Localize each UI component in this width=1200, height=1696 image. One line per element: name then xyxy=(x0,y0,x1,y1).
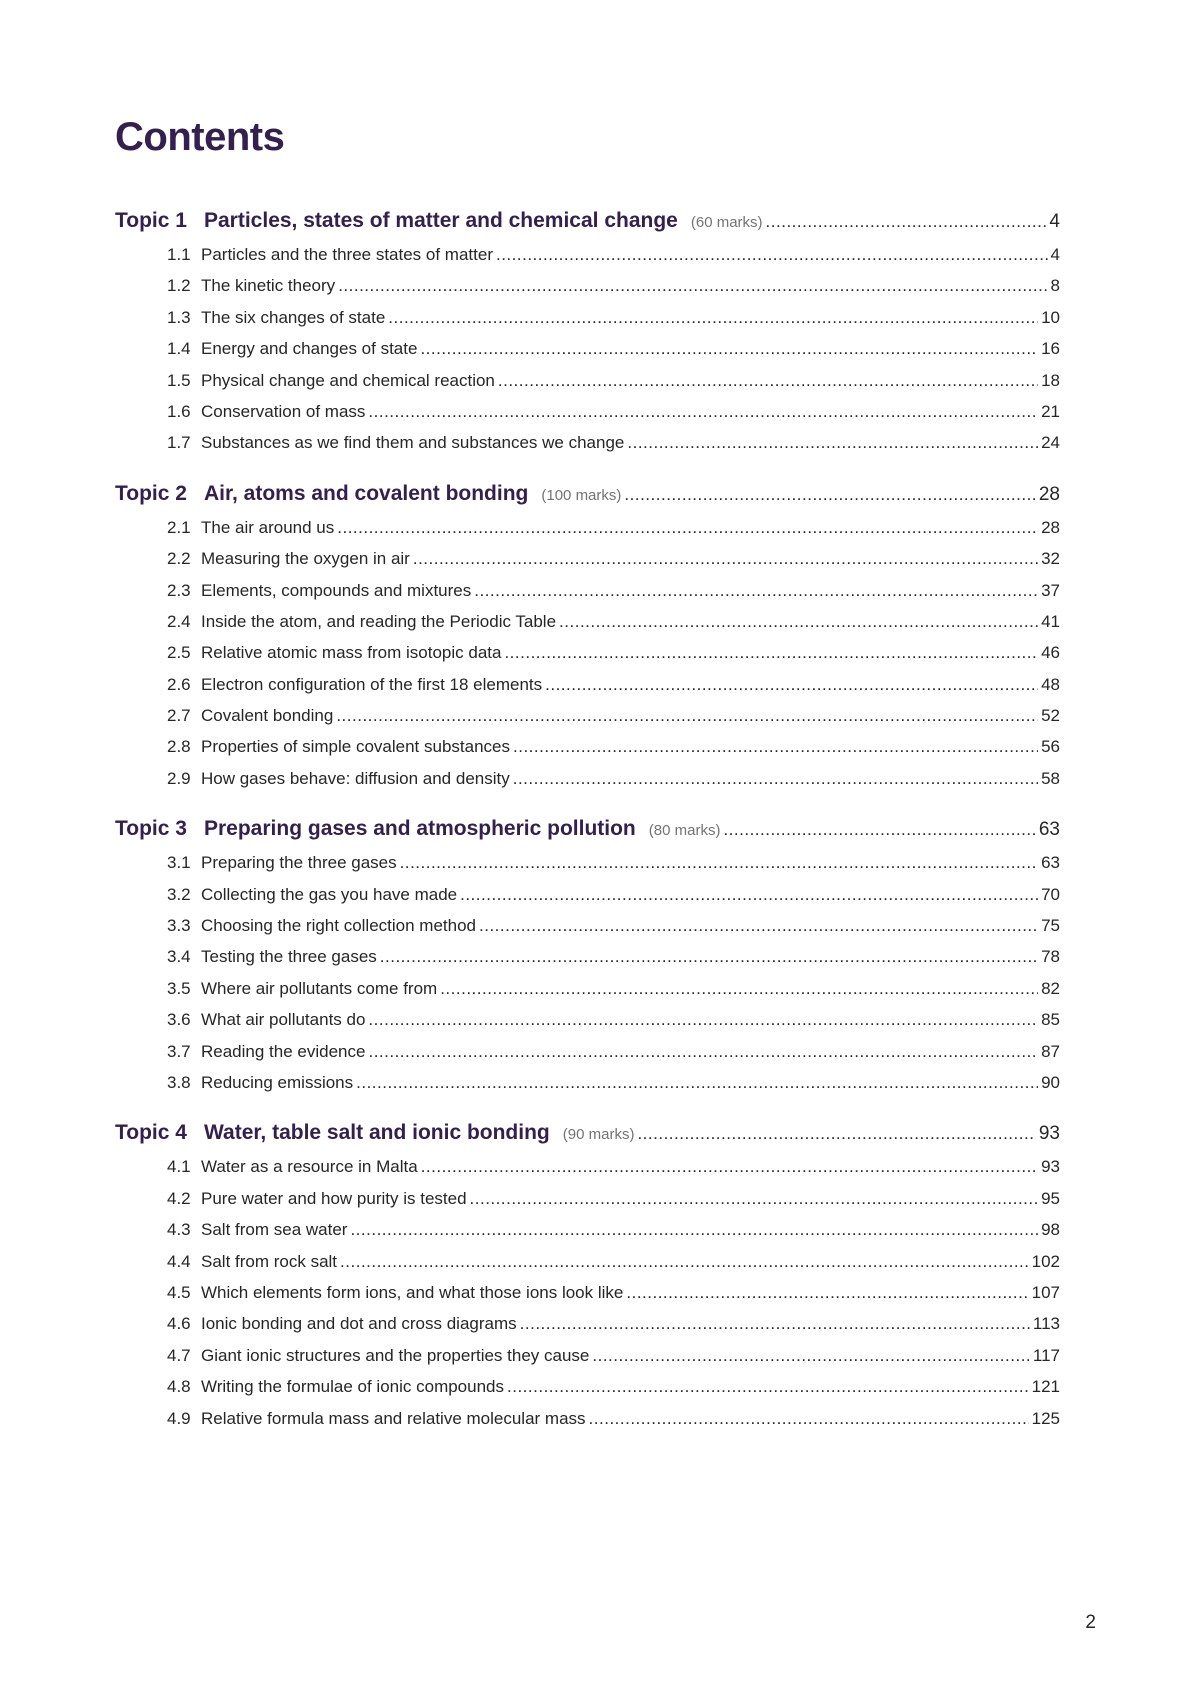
toc-subtopic-entry[interactable] xyxy=(167,700,1060,731)
dot-leader xyxy=(766,203,1047,240)
dot-leader xyxy=(413,543,1038,574)
subtopic-number: 1.5 xyxy=(167,370,191,390)
subtopic-title: Pure water and how purity is tested xyxy=(201,1188,467,1208)
dot-leader xyxy=(513,731,1038,762)
subtopic-page-number: 117 xyxy=(1032,1345,1060,1365)
subtopic-number: 2.1 xyxy=(167,517,191,537)
toc-subtopic-entry[interactable] xyxy=(167,512,1060,543)
dot-leader xyxy=(470,1183,1039,1214)
topic-marks: (90 marks) xyxy=(562,1126,635,1144)
dot-leader xyxy=(460,879,1038,910)
subtopic-page-number: 8 xyxy=(1050,276,1060,296)
subtopic-page-number: 82 xyxy=(1041,978,1060,998)
toc-subtopic-entry[interactable] xyxy=(167,847,1060,878)
subtopic-title: Properties of simple covalent substances xyxy=(201,737,510,757)
toc-topic-entry[interactable] xyxy=(115,810,1060,847)
subtopic-number: 4.7 xyxy=(167,1345,191,1365)
topic-marks: (60 marks) xyxy=(690,214,763,231)
dot-leader xyxy=(637,1115,1035,1152)
toc-subtopic-entry[interactable] xyxy=(167,1371,1060,1402)
dot-leader xyxy=(496,239,1048,270)
subtopic-page-number: 107 xyxy=(1031,1282,1060,1302)
subtopic-number: 4.5 xyxy=(167,1282,191,1302)
dot-leader xyxy=(368,396,1038,427)
toc-subtopic-entry[interactable] xyxy=(167,1340,1060,1371)
subtopic-number: 3.8 xyxy=(167,1072,191,1092)
toc-subtopic-entry[interactable] xyxy=(167,302,1060,333)
subtopic-title: Relative formula mass and relative molecular mass xyxy=(201,1408,586,1428)
subtopic-title: Writing the formulae of ionic compounds xyxy=(201,1377,505,1397)
toc-subtopic-entry[interactable] xyxy=(167,575,1060,606)
subtopic-number: 3.5 xyxy=(167,978,191,998)
dot-leader xyxy=(421,1151,1038,1182)
dot-leader xyxy=(545,669,1038,700)
topic-marks: (80 marks) xyxy=(648,822,721,840)
dot-leader xyxy=(337,512,1038,543)
subtopic-page-number: 10 xyxy=(1041,307,1060,327)
toc-subtopic-entry[interactable] xyxy=(167,270,1060,301)
topic-label: Topic 3 xyxy=(115,817,187,841)
dot-leader xyxy=(723,811,1035,848)
toc-topic xyxy=(115,475,1060,795)
topic-page-number: 4 xyxy=(1049,211,1060,232)
dot-leader xyxy=(589,1403,1029,1434)
subtopic-page-number: 63 xyxy=(1041,853,1060,873)
subtopic-number: 3.4 xyxy=(167,947,191,967)
subtopic-title: Water as a resource in Malta xyxy=(201,1157,418,1177)
toc-subtopic-entry[interactable] xyxy=(167,1308,1060,1339)
table-of-contents xyxy=(115,202,1060,1450)
toc-topic-entry[interactable] xyxy=(115,475,1060,512)
dot-leader xyxy=(388,302,1038,333)
subtopic-number: 3.2 xyxy=(167,884,191,904)
dot-leader xyxy=(592,1340,1030,1371)
subtopic-number: 3.1 xyxy=(167,853,191,873)
subtopic-number: 2.8 xyxy=(167,737,191,757)
subtopic-number: 2.9 xyxy=(167,768,191,788)
subtopic-title: Preparing the three gases xyxy=(201,853,397,873)
dot-leader xyxy=(624,476,1035,513)
subtopic-number: 4.2 xyxy=(167,1188,191,1208)
subtopic-number: 2.5 xyxy=(167,643,191,663)
subtopic-number: 2.6 xyxy=(167,674,191,694)
toc-subtopic-entry[interactable] xyxy=(167,1403,1060,1434)
toc-subtopic-entry[interactable] xyxy=(167,973,1060,1004)
dot-leader xyxy=(356,1067,1038,1098)
subtopic-title: Physical change and chemical reaction xyxy=(201,370,495,390)
subtopic-page-number: 56 xyxy=(1041,737,1060,757)
toc-subtopic-entry[interactable] xyxy=(167,879,1060,910)
subtopic-list xyxy=(115,512,1060,795)
dot-leader xyxy=(504,637,1038,668)
subtopic-number: 4.1 xyxy=(167,1157,191,1177)
subtopic-number: 1.3 xyxy=(167,307,191,327)
subtopic-title: Elements, compounds and mixtures xyxy=(201,580,472,600)
dot-leader xyxy=(513,763,1038,794)
topic-label: Topic 2 xyxy=(115,481,187,505)
subtopic-title: The air around us xyxy=(201,517,335,537)
dot-leader xyxy=(498,365,1038,396)
dot-leader xyxy=(420,333,1038,364)
toc-subtopic-entry[interactable] xyxy=(167,669,1060,700)
toc-subtopic-entry[interactable] xyxy=(167,333,1060,364)
subtopic-page-number: 18 xyxy=(1041,370,1060,390)
subtopic-title: Particles and the three states of matter xyxy=(201,245,493,264)
subtopic-page-number: 46 xyxy=(1041,643,1060,663)
toc-subtopic-entry[interactable] xyxy=(167,763,1060,794)
subtopic-number: 3.3 xyxy=(167,916,191,936)
subtopic-number: 1.7 xyxy=(167,433,191,453)
subtopic-number: 4.6 xyxy=(167,1314,191,1334)
subtopic-title: The kinetic theory xyxy=(201,276,336,296)
dot-leader xyxy=(520,1308,1030,1339)
topic-page-number: 93 xyxy=(1038,1123,1060,1145)
toc-subtopic-entry[interactable] xyxy=(167,396,1060,427)
dot-leader xyxy=(336,700,1038,731)
dot-leader xyxy=(400,847,1038,878)
dot-leader xyxy=(440,973,1038,1004)
topic-title: Water, table salt and ionic bonding xyxy=(204,1121,550,1145)
subtopic-page-number: 102 xyxy=(1031,1251,1060,1271)
toc-subtopic-entry[interactable] xyxy=(167,637,1060,668)
subtopic-page-number: 85 xyxy=(1041,1010,1060,1030)
subtopic-list xyxy=(115,847,1060,1098)
subtopic-title: Measuring the oxygen in air xyxy=(201,549,410,569)
subtopic-title: Giant ionic structures and the properties they cause xyxy=(201,1345,590,1365)
subtopic-page-number: 90 xyxy=(1041,1072,1060,1092)
subtopic-title: The six changes of state xyxy=(201,307,386,327)
toc-subtopic-entry[interactable] xyxy=(167,1004,1060,1035)
toc-subtopic-entry[interactable] xyxy=(167,427,1060,458)
subtopic-title: Collecting the gas you have made xyxy=(201,884,458,904)
toc-subtopic-entry[interactable] xyxy=(167,1183,1060,1214)
footer-page-number: 2 xyxy=(1085,1612,1096,1633)
subtopic-page-number: 98 xyxy=(1041,1220,1060,1240)
subtopic-title: Reading the evidence xyxy=(201,1041,366,1061)
subtopic-number: 1.6 xyxy=(167,401,191,421)
subtopic-number: 4.3 xyxy=(167,1220,191,1240)
subtopic-number: 1.2 xyxy=(167,276,191,296)
subtopic-page-number: 70 xyxy=(1041,884,1060,904)
topic-marks: (100 marks) xyxy=(541,486,622,504)
subtopic-title: Salt from rock salt xyxy=(201,1251,338,1271)
dot-leader xyxy=(474,575,1038,606)
dot-leader xyxy=(627,427,1038,458)
subtopic-number: 3.7 xyxy=(167,1041,191,1061)
toc-subtopic-entry[interactable] xyxy=(167,910,1060,941)
subtopic-number: 1.1 xyxy=(167,245,191,264)
subtopic-title: Covalent bonding xyxy=(201,706,334,726)
dot-leader xyxy=(380,941,1038,972)
toc-subtopic-entry[interactable] xyxy=(167,1277,1060,1308)
subtopic-title: Where air pollutants come from xyxy=(201,978,438,998)
dot-leader xyxy=(338,270,1047,301)
subtopic-title: Which elements form ions, and what those ions look like xyxy=(201,1282,624,1302)
subtopic-title: Reducing emissions xyxy=(201,1072,354,1092)
toc-topic-entry[interactable] xyxy=(115,1114,1060,1151)
subtopic-page-number: 52 xyxy=(1041,706,1060,726)
toc-subtopic-entry[interactable] xyxy=(167,543,1060,574)
subtopic-page-number: 28 xyxy=(1041,517,1060,537)
subtopic-page-number: 95 xyxy=(1041,1188,1060,1208)
topic-label: Topic 1 xyxy=(115,209,187,232)
toc-subtopic-entry[interactable] xyxy=(167,941,1060,972)
subtopic-page-number: 121 xyxy=(1031,1377,1060,1397)
topic-title: Particles, states of matter and chemical change xyxy=(204,209,678,232)
subtopic-list xyxy=(115,239,1060,459)
topic-page-number: 63 xyxy=(1038,819,1060,841)
subtopic-page-number: 58 xyxy=(1041,768,1060,788)
subtopic-title: Testing the three gases xyxy=(201,947,377,967)
toc-topic xyxy=(115,810,1060,1098)
toc-subtopic-entry[interactable] xyxy=(167,365,1060,396)
subtopic-title: Choosing the right collection method xyxy=(201,916,476,936)
subtopic-title: Electron configuration of the first 18 elements xyxy=(201,674,543,694)
topic-title: Air, atoms and covalent bonding xyxy=(204,481,529,505)
subtopic-number: 2.7 xyxy=(167,706,191,726)
subtopic-page-number: 21 xyxy=(1041,401,1060,421)
subtopic-title: Ionic bonding and dot and cross diagrams xyxy=(201,1314,517,1334)
subtopic-page-number: 16 xyxy=(1041,339,1060,359)
subtopic-number: 1.4 xyxy=(167,339,191,359)
page-title: Contents xyxy=(115,115,285,159)
subtopic-title: Conservation of mass xyxy=(201,401,366,421)
subtopic-number: 4.4 xyxy=(167,1251,191,1271)
dot-leader xyxy=(350,1214,1038,1245)
subtopic-page-number: 87 xyxy=(1041,1041,1060,1061)
topic-label: Topic 4 xyxy=(115,1121,187,1145)
subtopic-title: Substances as we find them and substances we change xyxy=(201,433,625,453)
toc-subtopic-entry[interactable] xyxy=(167,731,1060,762)
dot-leader xyxy=(626,1277,1028,1308)
subtopic-page-number: 37 xyxy=(1041,580,1060,600)
subtopic-page-number: 125 xyxy=(1031,1408,1060,1428)
toc-subtopic-entry[interactable] xyxy=(167,1214,1060,1245)
subtopic-number: 4.8 xyxy=(167,1377,191,1397)
subtopic-title: How gases behave: diffusion and density xyxy=(201,768,510,788)
topic-page-number: 28 xyxy=(1038,483,1060,505)
subtopic-number: 3.6 xyxy=(167,1010,191,1030)
dot-leader xyxy=(340,1246,1029,1277)
toc-subtopic-entry[interactable] xyxy=(167,1067,1060,1098)
toc-subtopic-entry[interactable] xyxy=(167,1036,1060,1067)
subtopic-number: 2.3 xyxy=(167,580,191,600)
toc-topic xyxy=(115,1114,1060,1434)
toc-subtopic-entry[interactable] xyxy=(167,606,1060,637)
subtopic-number: 2.2 xyxy=(167,549,191,569)
subtopic-page-number: 41 xyxy=(1041,611,1060,631)
subtopic-page-number: 113 xyxy=(1032,1314,1060,1334)
subtopic-number: 4.9 xyxy=(167,1408,191,1428)
subtopic-title: What air pollutants do xyxy=(201,1010,366,1030)
subtopic-list xyxy=(115,1151,1060,1434)
subtopic-number: 2.4 xyxy=(167,611,191,631)
toc-subtopic-entry[interactable] xyxy=(167,1246,1060,1277)
subtopic-title: Energy and changes of state xyxy=(201,339,418,359)
subtopic-page-number: 48 xyxy=(1041,674,1060,694)
subtopic-page-number: 4 xyxy=(1050,245,1060,264)
subtopic-title: Salt from sea water xyxy=(201,1220,348,1240)
toc-topic xyxy=(115,202,1060,459)
subtopic-page-number: 93 xyxy=(1041,1157,1060,1177)
dot-leader xyxy=(559,606,1038,637)
subtopic-page-number: 32 xyxy=(1041,549,1060,569)
subtopic-title: Relative atomic mass from isotopic data xyxy=(201,643,502,663)
dot-leader xyxy=(368,1036,1038,1067)
dot-leader xyxy=(368,1004,1038,1035)
toc-subtopic-entry[interactable] xyxy=(167,239,1060,270)
toc-topic-entry[interactable] xyxy=(115,202,1060,239)
subtopic-page-number: 24 xyxy=(1041,433,1060,453)
topic-title: Preparing gases and atmospheric pollution xyxy=(204,817,636,841)
subtopic-title: Inside the atom, and reading the Periodic Table xyxy=(201,611,557,631)
dot-leader xyxy=(507,1371,1029,1402)
subtopic-page-number: 75 xyxy=(1041,916,1060,936)
dot-leader xyxy=(479,910,1038,941)
subtopic-page-number: 78 xyxy=(1041,947,1060,967)
toc-subtopic-entry[interactable] xyxy=(167,1151,1060,1182)
